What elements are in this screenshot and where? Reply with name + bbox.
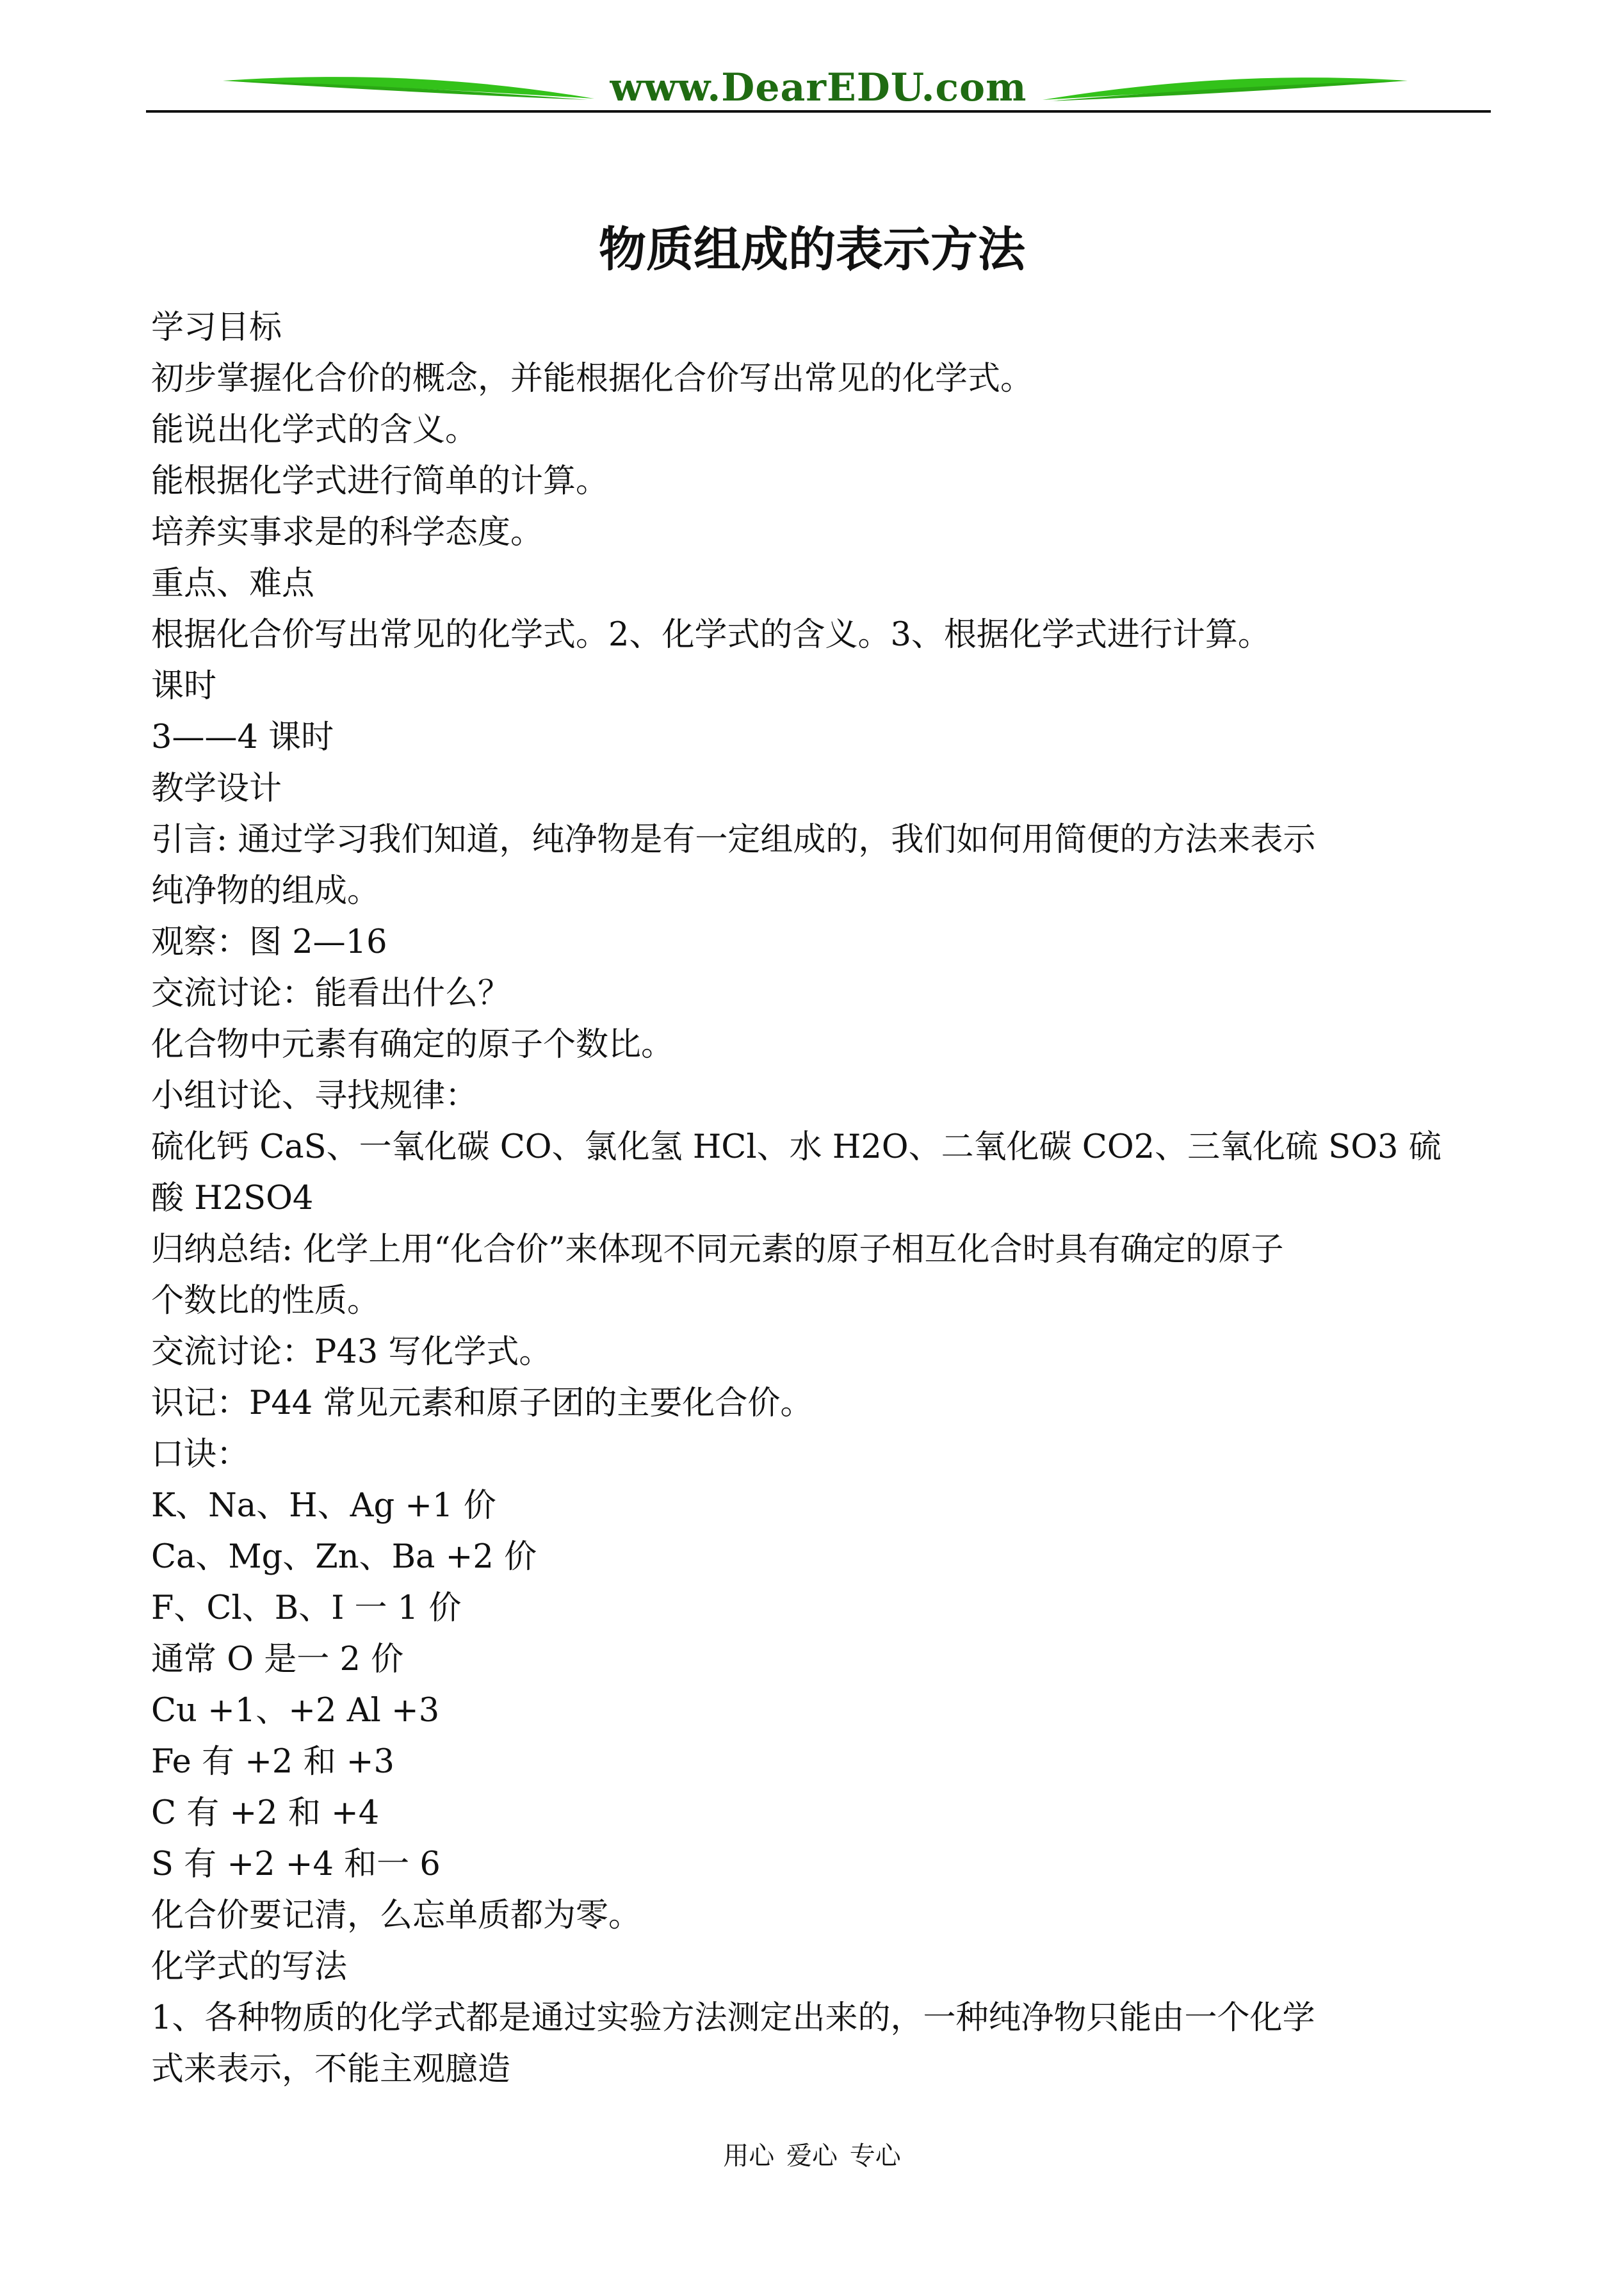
- text-line: 3——4 课时: [151, 718, 334, 756]
- text-line: 化合物中元素有确定的原子个数比。: [151, 1026, 674, 1064]
- header-divider: [146, 110, 1491, 113]
- text-line: 观察：图 2—16: [151, 923, 387, 961]
- document-body: [151, 302, 1490, 2095]
- text-line: 通常 O 是一 2 价: [151, 1641, 404, 1678]
- text-line: K、Na、H、Ag +1 价: [151, 1487, 496, 1525]
- document-title: 物质组成的表示方法: [599, 222, 1025, 277]
- page-header: [146, 61, 1491, 119]
- text-line: 化合价要记清，么忘单质都为零。: [151, 1897, 642, 1934]
- page-footer: 用心 爱心 专心: [723, 2141, 901, 2171]
- text-line: 小组讨论、寻找规律：: [151, 1077, 478, 1115]
- text-line: 1、各种物质的化学式都是通过实验方法测定出来的，一种纯净物只能由一个化学: [151, 1999, 1315, 2037]
- text-line: 化学式的写法: [151, 1948, 348, 1986]
- text-line: Fe 有 +2 和 +3: [151, 1743, 394, 1781]
- text-line: Cu +1、+2 Al +3: [151, 1692, 440, 1730]
- text-line: 交流讨论：P43 写化学式。: [151, 1333, 552, 1371]
- text-line: 能说出化学式的含义。: [151, 411, 478, 449]
- text-line: F、Cl、B、I 一 1 价: [151, 1589, 462, 1627]
- text-line: 课时: [151, 667, 217, 705]
- text-line: C 有 +2 和 +4: [151, 1794, 380, 1832]
- text-line: 口诀：: [151, 1436, 250, 1473]
- text-line: 归纳总结: 化学上用“化合价”来体现不同元素的原子相互化合时具有确定的原子: [151, 1231, 1284, 1269]
- text-line: 能根据化学式进行简单的计算。: [151, 462, 609, 500]
- text-line: 教学设计: [151, 770, 282, 807]
- text-line: 个数比的性质。: [151, 1282, 380, 1320]
- text-line: S 有 +2 +4 和一 6: [151, 1845, 441, 1883]
- text-line: Ca、Mg、Zn、Ba +2 价: [151, 1538, 537, 1576]
- text-line: 硫化钙 CaS、一氧化碳 CO、氯化氢 HCl、水 H2O、二氧化碳 CO2、三氧化硫 SO3 硫: [151, 1128, 1441, 1166]
- text-line: 酸 H2SO4: [151, 1180, 314, 1217]
- text-line: 根据化合价写出常见的化学式。2、化学式的含义。3、根据化学式进行计算。: [151, 616, 1271, 654]
- text-line: 纯净物的组成。: [151, 872, 380, 910]
- brand-logo-text: www.DearEDU.com: [610, 65, 1027, 110]
- text-line: 识记：P44 常见元素和原子团的主要化合价。: [151, 1384, 813, 1422]
- text-line: 培养实事求是的科学态度。: [151, 514, 544, 551]
- text-line: 学习目标: [151, 309, 282, 346]
- text-line: 交流讨论：能看出什么？: [151, 975, 511, 1012]
- text-line: 初步掌握化合价的概念，并能根据化合价写出常见的化学式。: [151, 360, 1034, 398]
- text-line: 式来表示，不能主观臆造: [151, 2050, 511, 2088]
- text-line: 引言: 通过学习我们知道，纯净物是有一定组成的，我们如何用简便的方法来表示: [151, 821, 1316, 859]
- text-line: 重点、难点: [151, 565, 315, 603]
